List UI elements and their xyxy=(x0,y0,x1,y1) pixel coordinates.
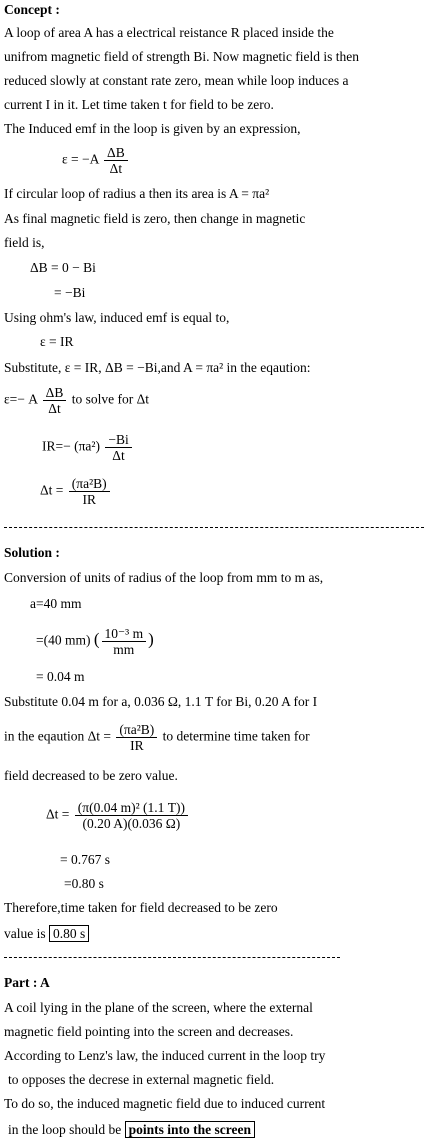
part-a-text-line: A coil lying in the plane of the screen, where the external xyxy=(4,1000,313,1015)
answer-box: 0.80 s xyxy=(49,925,89,942)
concept-text-line: unifrom magnetic field of strength Bi. Now magnetic field is then xyxy=(4,49,360,64)
concept-text-line: As final magnetic field is zero, then change in magnetic xyxy=(4,211,306,226)
concept-text-line: field is, xyxy=(4,235,45,250)
concept-text-line: current I in it. Let time taken t for field to be zero. xyxy=(4,97,274,112)
time-calculation: Δt = $\frac{\text{(π(0.04 m)² (1.1 T))}}{(0.20 A)(0.036 \Omega)}$ xyxy=(46,800,190,831)
ohms-law-equation: ε = IR xyxy=(40,334,74,349)
time-result: = 0.767 s xyxy=(60,852,110,867)
concept-text-line: Using ohm's law, induced emf is equal to, xyxy=(4,310,230,325)
concept-text-line: A loop of area A has a electrical reistance R placed inside the xyxy=(4,25,334,40)
delta-b-equation: = −Bi xyxy=(54,285,86,300)
delta-b-equation: ΔB = 0 − Bi xyxy=(30,260,96,275)
solution-heading: Solution : xyxy=(4,545,60,560)
part-a-answer-line: in the loop should be points into the screen xyxy=(8,1122,255,1138)
concept-text-line: reduced slowly at constant rate zero, mean while loop induces a xyxy=(4,73,349,88)
substituted-equation: ε=− A $\frac{\Delta B}{\Delta t}$ to solve for Δt xyxy=(4,385,150,416)
concept-heading: Concept : xyxy=(4,2,60,17)
time-result-rounded: =0.80 s xyxy=(64,876,104,891)
solution-text-line: in the eqaution Δt = $\frac{\text{(πa²B)}}{IR}$ to determine time taken for xyxy=(4,722,310,753)
part-a-text-line: magnetic field pointing into the screen and decreases. xyxy=(4,1024,294,1039)
answer-box: points into the screen xyxy=(125,1121,255,1138)
solution-text-line: Substitute 0.04 m for a, 0.036 Ω, 1.1 T for Bi, 0.20 A for I xyxy=(4,694,318,709)
part-a-text-line: to opposes the decrese in external magnetic field. xyxy=(8,1072,275,1087)
solution-text-line: field decreased to be zero value. xyxy=(4,768,178,783)
concept-text-line: The Induced emf in the loop is given by an expression, xyxy=(4,121,301,136)
concept-text-line: If circular loop of radius a then its area is A = πa² xyxy=(4,186,270,201)
emf-equation: ε = −A $\frac{\Delta B}{\Delta t}$ xyxy=(62,145,130,176)
section-divider xyxy=(4,957,340,958)
radius-result: = 0.04 m xyxy=(36,669,85,684)
section-divider xyxy=(4,527,424,528)
solution-text-line: Therefore,time taken for field decreased to be zero xyxy=(4,900,278,915)
solution-answer-line: value is 0.80 s xyxy=(4,926,89,942)
part-a-text-line: According to Lenz's law, the induced current in the loop try xyxy=(4,1048,326,1063)
radius-equation: a=40 mm xyxy=(30,596,82,611)
time-formula: Δt = $\frac{\text{(πa²B)}}{IR}$ xyxy=(40,476,112,507)
part-a-heading: Part : A xyxy=(4,975,50,990)
part-a-text-line: To do so, the induced magnetic field due to induced current xyxy=(4,1096,326,1111)
unit-conversion-equation: =(40 mm) ( $\frac{\text{10⁻³ m}}{mm}$ ) xyxy=(36,626,154,657)
substituted-equation: IR=− (πa²) $\frac{-Bi}{\Delta t}$ xyxy=(42,432,134,463)
solution-text-line: Conversion of units of radius of the loop from mm to m as, xyxy=(4,570,324,585)
concept-text-line: Substitute, ε = IR, ΔB = −Bi,and A = πa² in the eqaution: xyxy=(4,360,311,375)
